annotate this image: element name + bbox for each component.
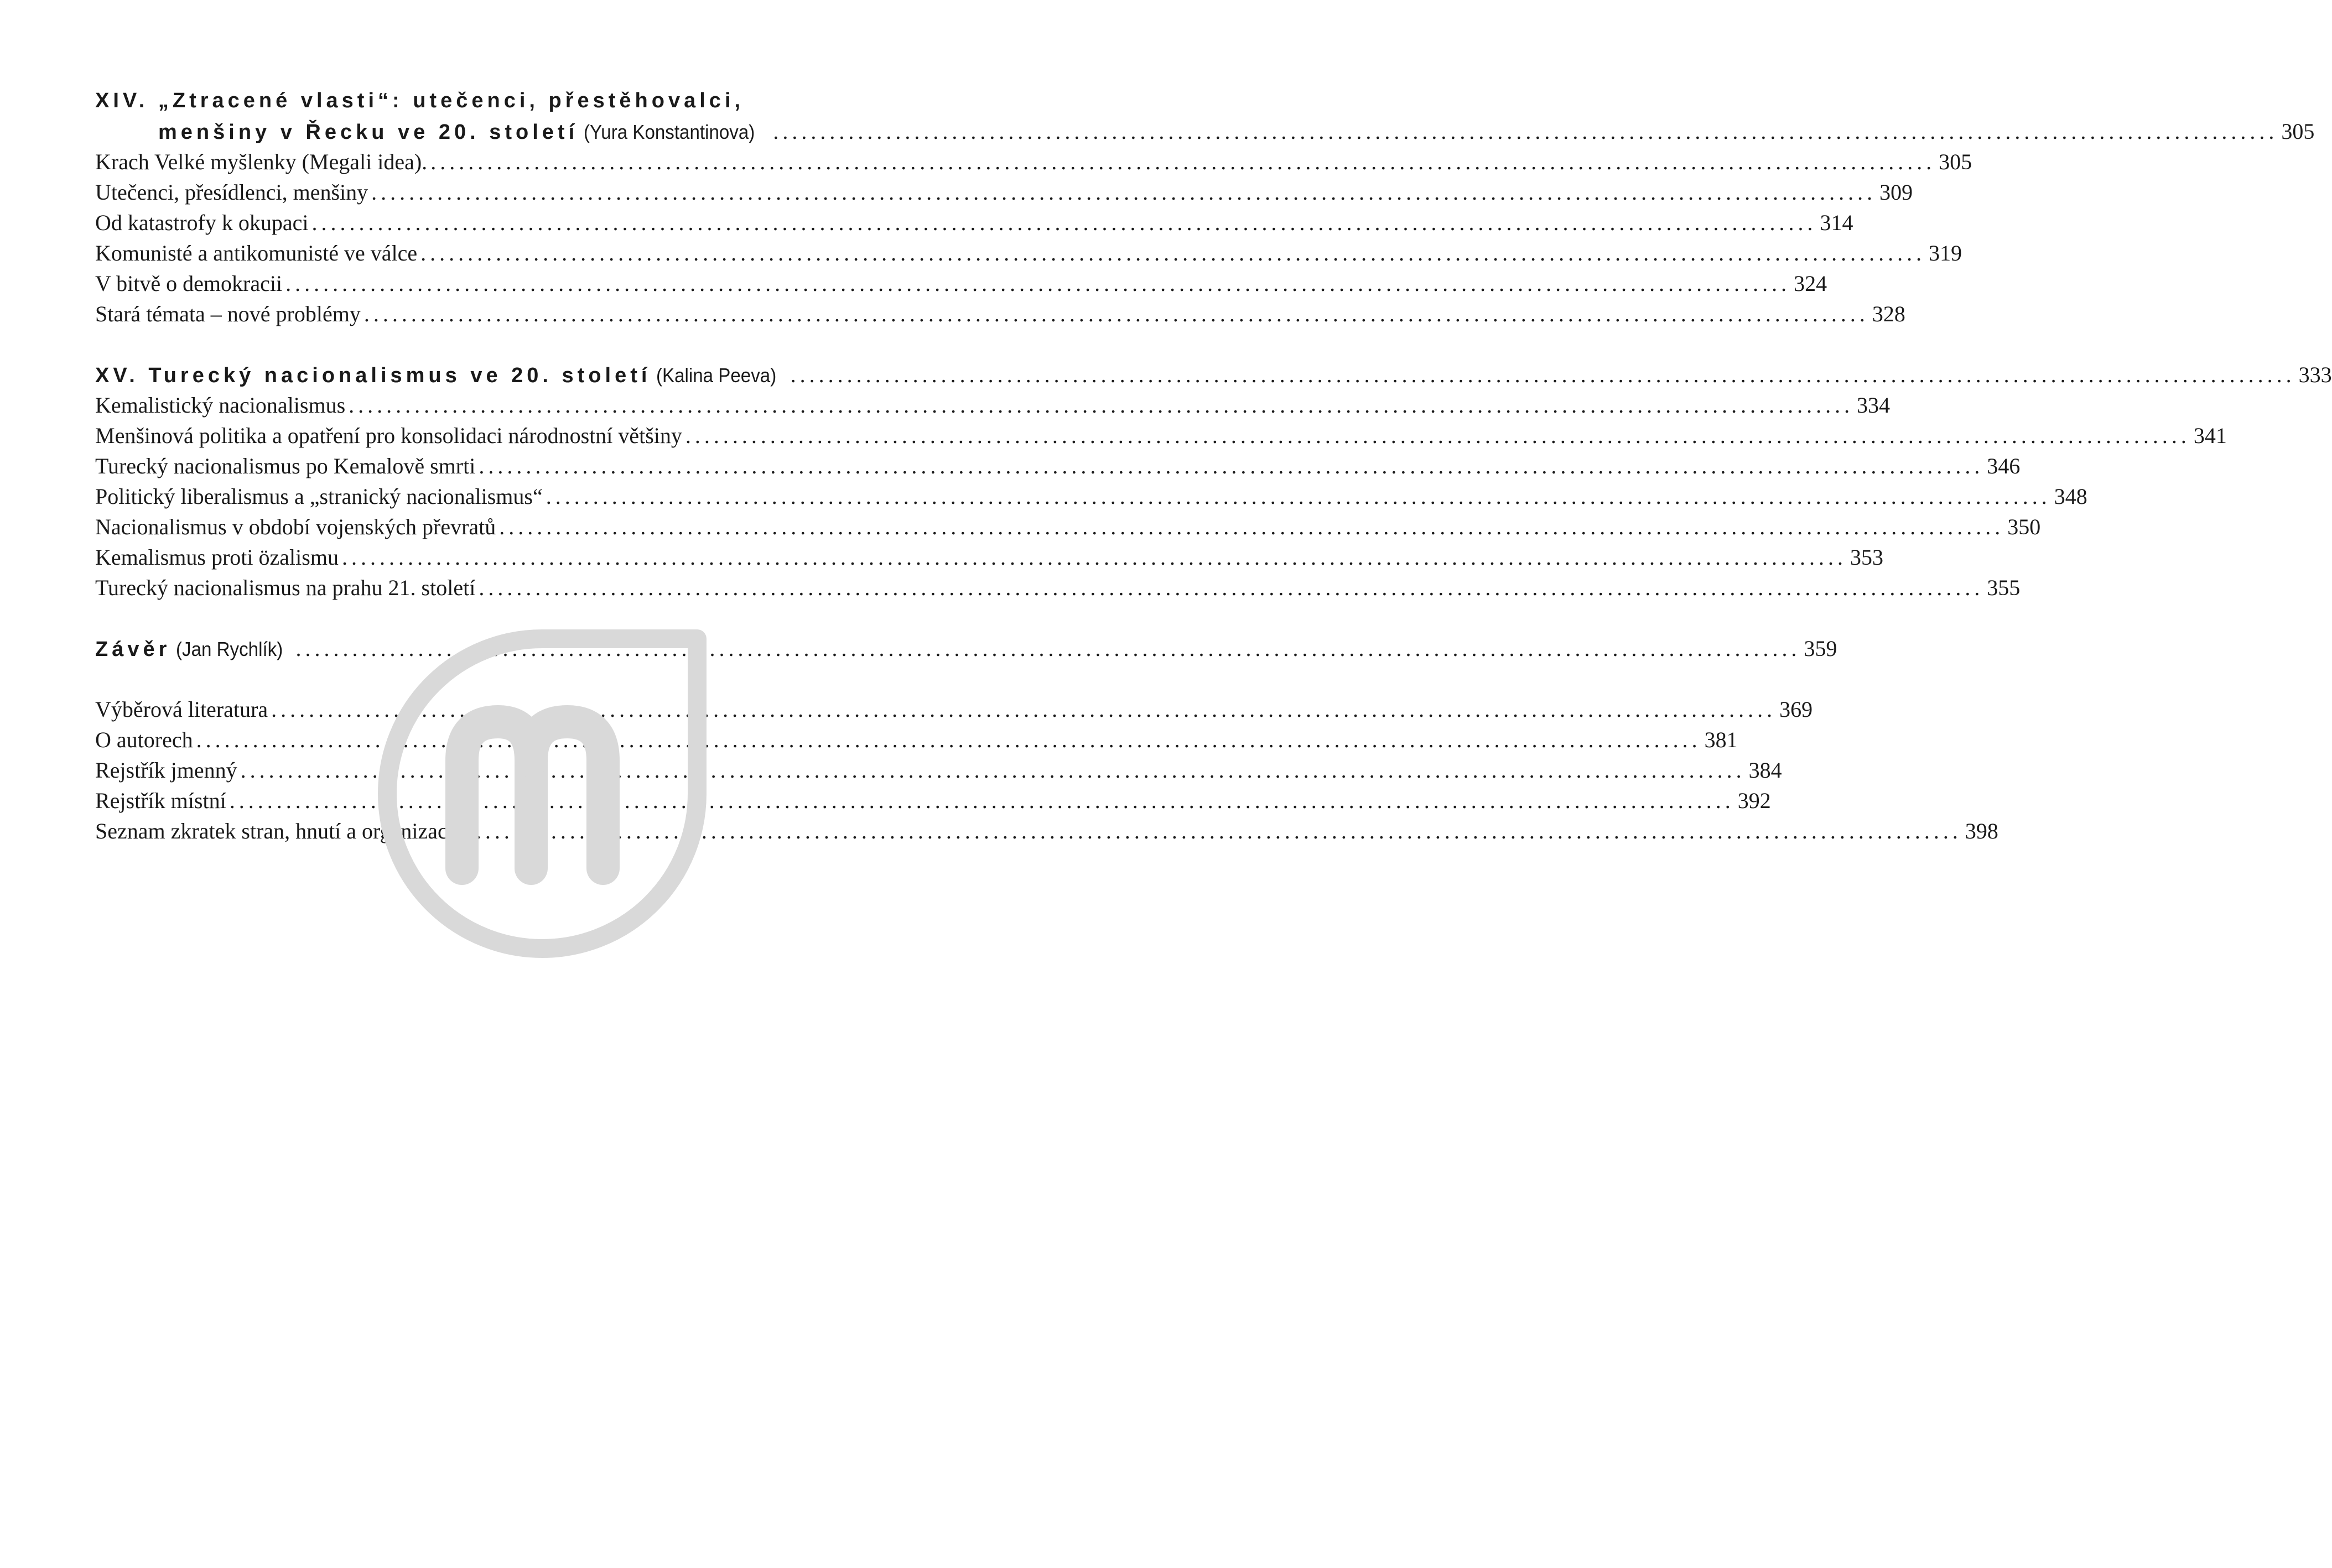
chapter-heading-line2: menšiny v Řecku ve 20. století <box>158 121 579 144</box>
page-number: 348 <box>2054 484 2087 509</box>
page-number: 341 <box>2193 423 2227 448</box>
entry-title: Stará témata – nové problémy <box>95 301 361 326</box>
toc-section-back-matter <box>95 694 1998 846</box>
toc-section-xiv <box>95 86 2315 329</box>
page-number: 309 <box>1879 180 1913 205</box>
dot-leader: ................................................................................................................................................................ <box>790 362 2295 387</box>
dot-leader: ................................................................................................................................................................ <box>285 271 1791 296</box>
entry-title: Seznam zkratek stran, hnutí a organizací <box>95 819 454 843</box>
entry-title: Kemalismus proti özalismu <box>95 545 339 570</box>
entry-title: Od katastrofy k okupaci <box>95 210 309 235</box>
toc-entry[interactable] <box>95 816 1998 846</box>
page-number: 305 <box>1939 149 1972 174</box>
toc-entry[interactable] <box>95 390 1890 420</box>
dot-leader: ................................................................................................................................................................ <box>363 301 1869 326</box>
page-number: 324 <box>1794 271 1827 296</box>
toc-entry[interactable] <box>95 177 1913 207</box>
dot-leader: ................................................................................................................................................................ <box>240 758 1746 783</box>
dot-leader: ................................................................................................................................................................ <box>456 819 1962 843</box>
page-number: 305 <box>2281 119 2315 144</box>
table-of-contents <box>95 86 2332 877</box>
page-number: 350 <box>2007 514 2041 539</box>
page-number: 355 <box>1987 575 2021 600</box>
toc-entry[interactable] <box>95 238 1962 268</box>
dot-leader: ................................................................................................................................................................ <box>499 514 2004 539</box>
toc-entry[interactable] <box>95 725 1738 755</box>
dot-leader: ................................................................................................................................................................ <box>229 788 1734 813</box>
toc-entry[interactable] <box>95 420 2227 451</box>
chapter-heading-line1: XIV. „Ztracené vlasti“: utečenci, přestěhovalci, <box>95 89 745 112</box>
dot-leader: ................................................................................................................................................................ <box>371 180 1877 205</box>
page-number: 384 <box>1748 758 1782 783</box>
entry-title: Krach Velké myšlenky (Megali idea). <box>95 149 428 174</box>
toc-entry[interactable] <box>95 512 2041 542</box>
chapter-author: (Yura Konstantinova) <box>584 121 755 143</box>
dot-leader: ................................................................................................................................................................ <box>685 423 2190 448</box>
chapter-heading: XV. Turecký nacionalismus ve 20. století <box>95 364 651 387</box>
dot-leader: ................................................................................................................................................................ <box>271 697 1777 722</box>
toc-entry[interactable] <box>95 116 2315 147</box>
dot-leader: ................................................................................................................................................................ <box>430 149 1936 174</box>
page-number: 359 <box>1804 636 1837 661</box>
page-number: 398 <box>1965 819 1998 843</box>
entry-title: Výběrová literatura <box>95 697 268 722</box>
entry-title: Kemalistický nacionalismus <box>95 393 346 418</box>
toc-entry[interactable] <box>95 147 1972 177</box>
toc-entry[interactable] <box>95 451 2021 481</box>
toc-entry[interactable] <box>95 299 1905 329</box>
entry-title: Politický liberalismus a „stranický nacionalismus“ <box>95 484 543 509</box>
chapter-author: (Kalina Peeva) <box>656 364 777 387</box>
dot-leader: ................................................................................................................................................................ <box>349 393 1854 418</box>
dot-leader: ................................................................................................................................................................ <box>773 119 2278 144</box>
toc-entry[interactable] <box>95 755 1782 785</box>
toc-entry[interactable] <box>95 268 1827 299</box>
dot-leader: ................................................................................................................................................................ <box>295 636 1801 661</box>
dot-leader: ................................................................................................................................................................ <box>341 545 1847 570</box>
toc-entry[interactable] <box>95 785 1771 816</box>
toc-section-xv <box>95 360 2332 603</box>
toc-entry[interactable] <box>95 542 1883 572</box>
entry-title: Turecký nacionalismus na prahu 21. století <box>95 575 476 600</box>
entry-title: Turecký nacionalismus po Kemalově smrti <box>95 454 476 478</box>
entry-title: Menšinová politika a opatření pro konsolidaci národnostní většiny <box>95 423 682 448</box>
page-number: 333 <box>2298 362 2332 387</box>
toc-entry[interactable] <box>95 360 2332 390</box>
entry-title: Rejstřík místní <box>95 788 226 813</box>
toc-entry[interactable] <box>95 572 2021 603</box>
toc-entry[interactable] <box>95 481 2087 512</box>
page-number: 319 <box>1929 241 1962 265</box>
chapter-author: (Jan Rychlík) <box>176 638 283 660</box>
page-number: 392 <box>1737 788 1771 813</box>
dot-leader: ................................................................................................................................................................ <box>311 210 1817 235</box>
entry-title: Nacionalismus v období vojenských převratů <box>95 514 496 539</box>
entry-title: V bitvě o demokracii <box>95 271 283 296</box>
page-number: 334 <box>1857 393 1890 418</box>
entry-title: Rejstřík jmenný <box>95 758 237 783</box>
toc-entry[interactable] <box>95 633 1837 664</box>
page-number: 328 <box>1872 301 1905 326</box>
chapter-heading: Závěr <box>95 638 171 661</box>
dot-leader: ................................................................................................................................................................ <box>420 241 1926 265</box>
page-number: 381 <box>1704 727 1738 752</box>
page-number: 369 <box>1779 697 1813 722</box>
page-number: 314 <box>1820 210 1853 235</box>
entry-title: Utečenci, přesídlenci, menšiny <box>95 180 368 205</box>
dot-leader: ................................................................................................................................................................ <box>479 454 1984 478</box>
entry-title: O autorech <box>95 727 193 752</box>
dot-leader: ................................................................................................................................................................ <box>546 484 2051 509</box>
page-number: 353 <box>1850 545 1883 570</box>
dot-leader: ................................................................................................................................................................ <box>479 575 1984 600</box>
entry-title: Komunisté a antikomunisté ve válce <box>95 241 418 265</box>
dot-leader: ................................................................................................................................................................ <box>196 727 1701 752</box>
toc-entry[interactable] <box>95 694 1813 725</box>
page-number: 346 <box>1987 454 2021 478</box>
toc-section-conclusion <box>95 633 1837 664</box>
toc-entry[interactable] <box>95 207 1853 238</box>
